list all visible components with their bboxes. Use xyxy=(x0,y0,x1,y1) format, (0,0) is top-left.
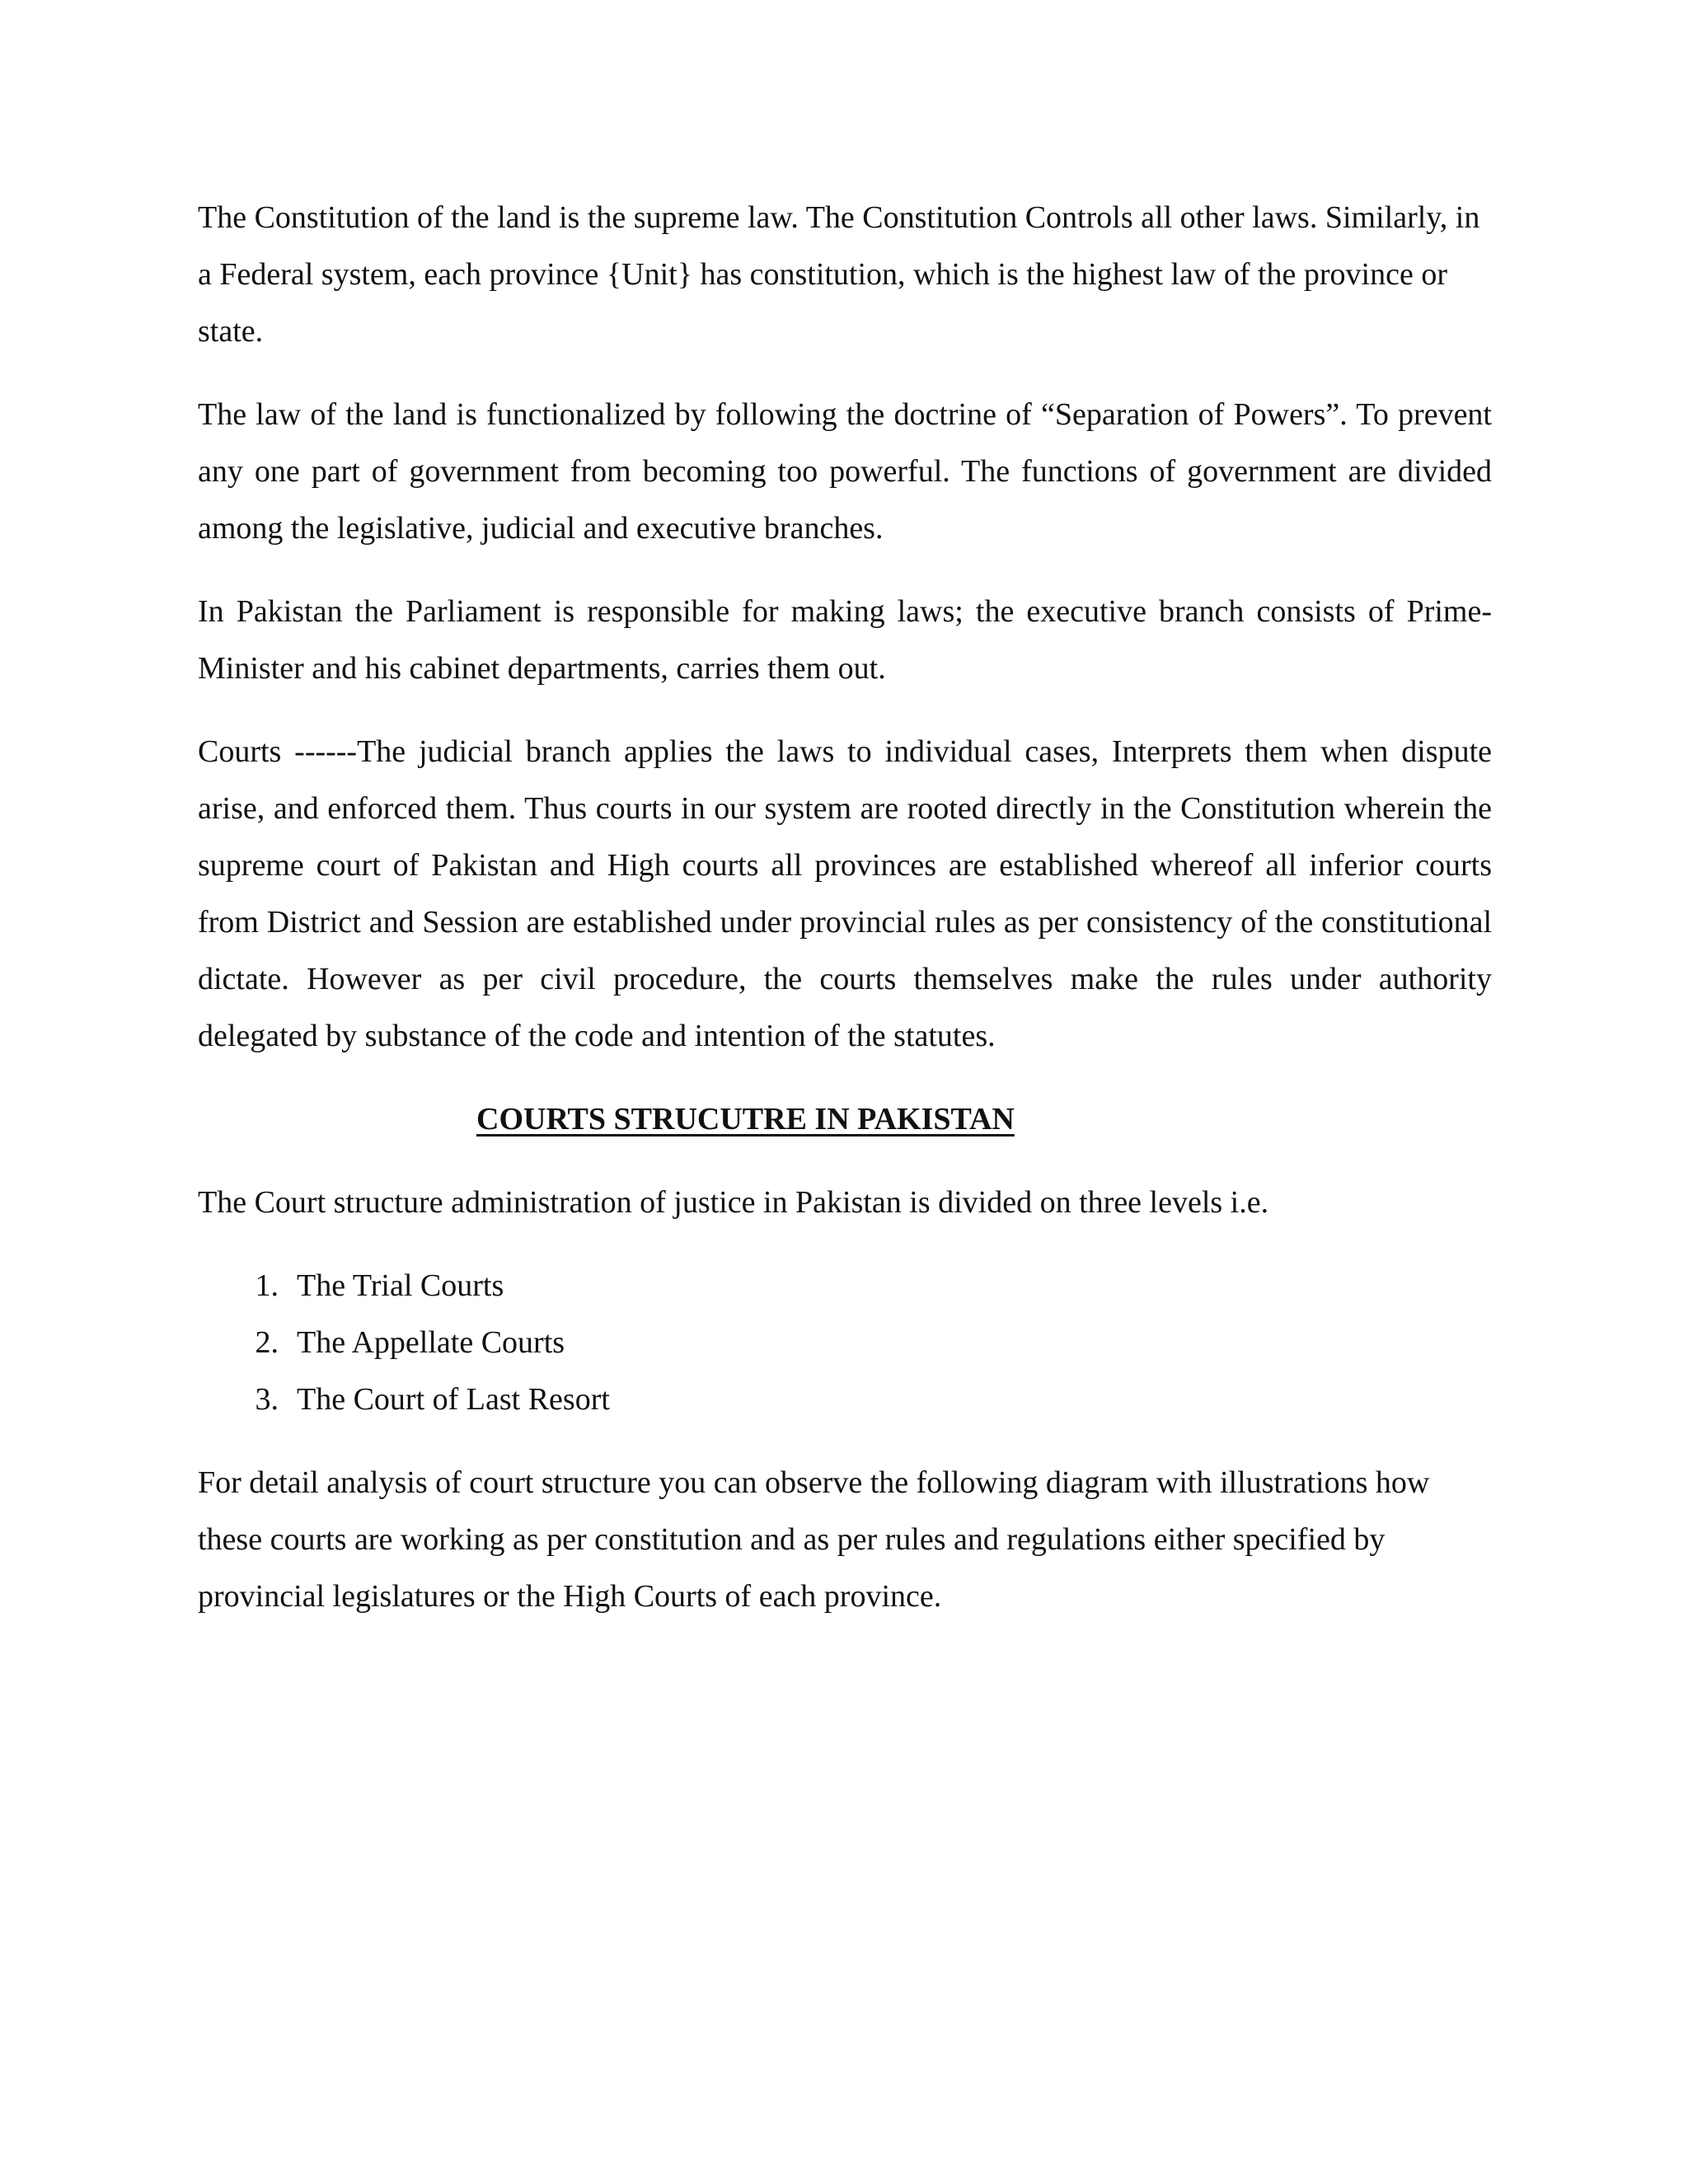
list-item-number: 3. xyxy=(255,1382,279,1417)
list-item xyxy=(198,1258,1492,1315)
list-item xyxy=(198,1315,1492,1371)
paragraph-parliament: In Pakistan the Parliament is responsible for making laws; the executive branch consists of Prime-Minister and his cabinet departments, carries them out. xyxy=(198,594,1492,686)
section-heading: COURTS STRUCUTRE IN PAKISTAN xyxy=(476,1102,1015,1137)
paragraph-constitution: The Constitution of the land is the supreme law. The Constitution Controls all other laws. Similarly, in a Federal system, each province {Unit} has constitution, which is the highest law of the province or state. xyxy=(198,200,1480,349)
paragraph-intro: The Court structure administration of justice in Pakistan is divided on three levels i.e. xyxy=(198,1185,1269,1220)
list-item-text: The Trial Courts xyxy=(297,1268,504,1303)
list-item-number: 1. xyxy=(255,1268,279,1303)
list-item-text: The Court of Last Resort xyxy=(297,1382,610,1417)
paragraph-closing: For detail analysis of court structure you can observe the following diagram with illustrations how these courts are working as per constitution and as per rules and regulations either specified by provincial legislatures or the High Courts of each province. xyxy=(198,1465,1430,1614)
list-item xyxy=(198,1371,1492,1428)
paragraph-separation-of-powers: The law of the land is functionalized by following the doctrine of “Separation of Powers”. To prevent any one part of government from becoming too powerful. The functions of government are divided among the legislative, judicial and executive branches. xyxy=(198,397,1492,546)
paragraph-courts: Courts ------The judicial branch applies the laws to individual cases, Interprets them when dispute arise, and enforced them. Thus courts in our system are rooted directly in the Constitution wherein the supreme court of Pakistan and High courts all provinces are established whereof all inferior courts from District and Session are established under provincial rules as per consistency of the constitutional dictate. However as per civil procedure, the courts themselves make the rules under authority delegated by substance of the code and intention of the statutes. xyxy=(198,734,1492,1053)
court-levels-list xyxy=(198,1258,1492,1428)
list-item-number: 2. xyxy=(255,1325,279,1360)
document-page xyxy=(198,190,1492,1652)
list-item-text: The Appellate Courts xyxy=(297,1325,565,1360)
